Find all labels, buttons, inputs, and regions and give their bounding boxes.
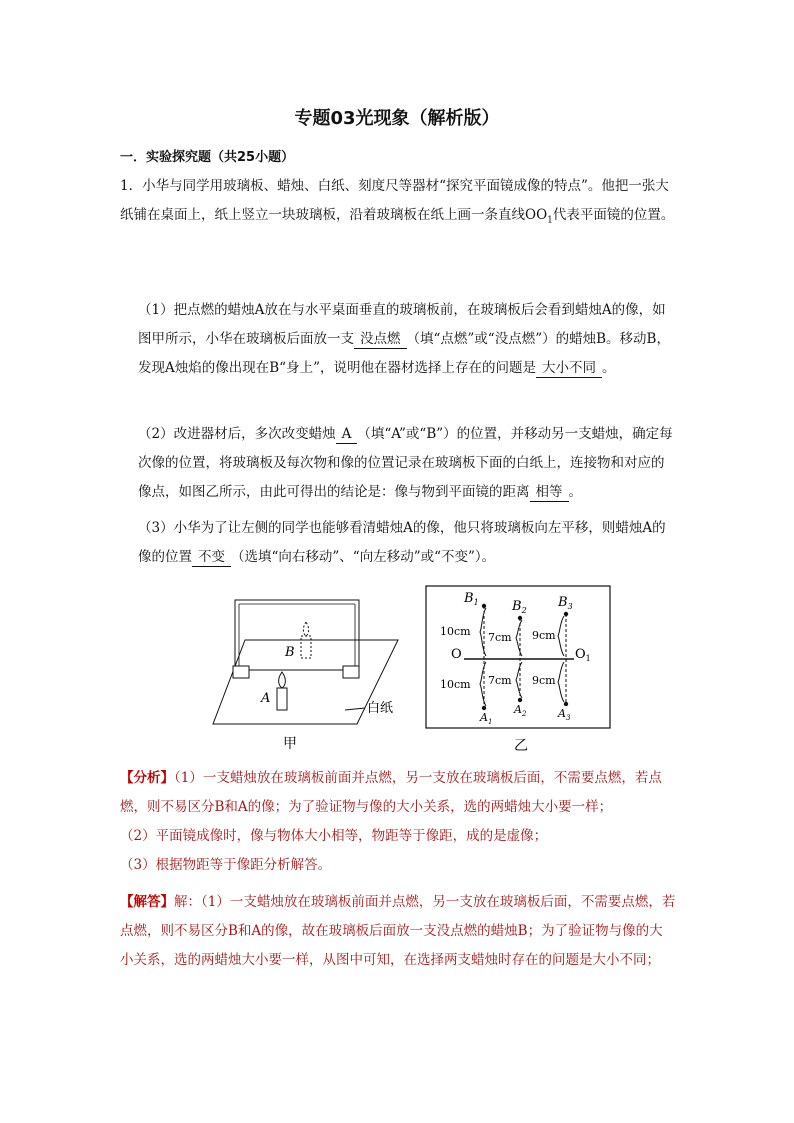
label-b1: $B_1$: [464, 591, 479, 607]
label-o: O: [451, 647, 462, 662]
answer-blank-unlit: 没点燃: [354, 330, 407, 349]
question-number: 1．: [120, 178, 143, 194]
point-a3: [564, 702, 568, 706]
part-2-text-a: （2）改进器材后，多次改变蜡烛: [138, 426, 336, 442]
glass-plate: [235, 600, 359, 670]
dist-a1: 10cm: [440, 678, 471, 691]
point-a1: [482, 706, 486, 710]
dist-b2: 7cm: [488, 631, 512, 644]
question-1-part-2: [138, 420, 676, 507]
label-white-paper: 白纸: [367, 701, 394, 716]
candle-a-flame: [279, 672, 286, 688]
label-a2: $A_2$: [514, 703, 527, 718]
label-b3: $B_3$: [558, 595, 573, 611]
label-a1: $A_1$: [480, 711, 493, 726]
point-b3: [564, 612, 568, 616]
label-b2: $B_2$: [512, 599, 527, 615]
candle-b: [301, 636, 311, 658]
figure-yi: [424, 584, 614, 756]
figure-jia: [205, 596, 405, 756]
point-b1: [482, 604, 486, 608]
answer-blank-position: 不变: [192, 548, 231, 567]
glass-stand-left: [233, 666, 249, 678]
section-heading: 一．实验探究题（共25小题）: [120, 150, 295, 165]
question-1-part-3: [138, 514, 676, 572]
label-a: A: [261, 691, 271, 706]
glass-stand-right: [343, 666, 359, 678]
dist-a2: 7cm: [488, 674, 512, 687]
answer-blank-size: 大小不同: [536, 359, 602, 378]
point-a2: [518, 698, 522, 702]
answer-blank-distance: 相等: [530, 483, 569, 502]
intro-tail: 代表平面镜的位置。: [552, 207, 675, 223]
intro-subscript: 1: [547, 215, 553, 226]
answer-label: 【解答】: [120, 894, 174, 910]
caption-yi: 乙: [514, 738, 528, 754]
caption-jia: 甲: [283, 736, 297, 752]
answer-text: 解：（1）一支蜡烛放在玻璃板前面并点燃，另一支放在玻璃板后面，不需要点燃，若点燃，则不易区分B和A的像，故在玻璃板后面放一支没点燃的蜡烛B；为了验证物与像的大小关系，选的两蜡烛大小要一样，从图中可知，在选择两支蜡烛时存在的问题是大小不同；: [120, 894, 676, 968]
intro-text: 小华与同学用玻璃板、蜡烛、白纸、刻度尺等器材“探究平面镜成像的特点”。他把一张大纸铺在桌面上，纸上竖立一块玻璃板，沿着玻璃板在纸上画一条直线OO: [120, 178, 669, 223]
dist-a3: 9cm: [532, 674, 556, 687]
analysis-label: 【分析】: [120, 770, 174, 786]
part-2-text-b: （填“A”或“B”）的位置，并移动另一支蜡烛，确定每次像的位置，将玻璃板及每次物和像的位置记录在玻璃板下面的白纸上，连接物和对应的像点，如图乙所示，由此可得出的结论是：像与物到平面镜的距离: [138, 426, 673, 500]
part-1-text-c: 。: [601, 360, 616, 376]
analysis-block: [120, 764, 676, 880]
analysis-line-3: （3）根据物距等于像距分析解答。: [120, 857, 332, 873]
label-b: B: [285, 645, 295, 660]
part-2-text-c: 。: [568, 484, 582, 500]
label-o1: $O_1$: [575, 647, 591, 663]
part-3-text-a: （3）小华为了让左侧的同学也能够看清蜡烛A的像，他只将玻璃板向左平移，则蜡烛A的像的位置: [138, 520, 666, 565]
point-b2: [518, 616, 522, 620]
analysis-line-2: （2）平面镜成像时，像与物体大小相等，物距等于像距，成的是虚像；: [120, 828, 548, 844]
part-1-text-a: （1）把点燃的蜡烛A放在与水平桌面垂直的玻璃板前，在玻璃板后会看到蜡烛A的像，如图甲所示，小华在玻璃板后面放一支: [138, 302, 666, 347]
page-title: 专题03光现象（解析版）: [294, 108, 500, 129]
answer-blank-candle: A: [336, 425, 358, 444]
candle-a: [277, 688, 287, 710]
dist-b1: 10cm: [440, 625, 471, 638]
part-3-text-b: （选填“向右移动”、“向左移动”或“不变”）。: [231, 549, 496, 565]
question-1-intro: [120, 172, 676, 236]
part-1-text-b: （填“点燃”或“没点燃”）的蜡烛B。移动B，发现A烛焰的像出现在B“身上”，说明他在器材选择上存在的问题是: [138, 331, 670, 376]
analysis-line-1: （1）一支蜡烛放在玻璃板前面并点燃，另一支放在玻璃板后面，不需要点燃，若点燃，则不易区分B和A的像；为了验证物与像的大小关系，选的两蜡烛大小要一样；: [120, 770, 662, 815]
dist-b3: 9cm: [532, 629, 556, 642]
label-a3: $A_3$: [558, 707, 571, 722]
question-1-part-1: [138, 296, 676, 383]
answer-block: [120, 888, 676, 975]
